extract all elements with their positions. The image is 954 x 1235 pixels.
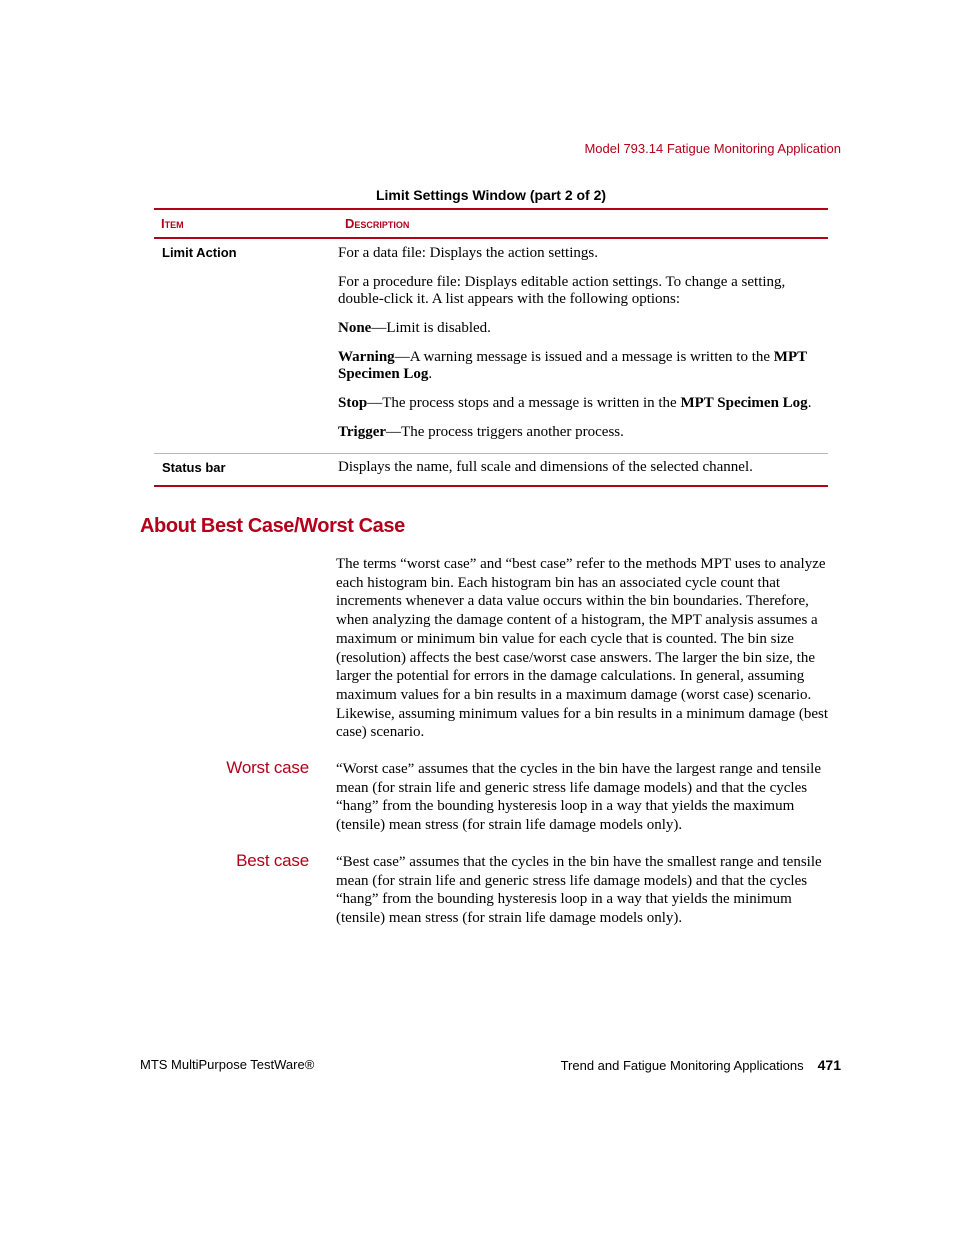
option-warning-text: —A warning message is issued and a message is written to the <box>394 349 774 365</box>
option-trigger-term: Trigger <box>338 424 387 440</box>
column-header-item: Item <box>154 209 338 238</box>
option-stop-term: Stop <box>338 395 368 411</box>
table-header-row <box>154 209 828 238</box>
table-row <box>154 238 828 454</box>
option-trigger <box>338 424 828 441</box>
best-case-paragraph <box>336 853 840 928</box>
item-status-bar: Status bar <box>154 454 338 487</box>
worst-case-heading: Worst case <box>226 758 309 777</box>
option-none <box>338 320 828 337</box>
worst-case-paragraph <box>336 760 840 835</box>
option-stop: Stop—The process stops and a message is written in the MPT Specimen Log. <box>338 395 812 411</box>
option-warning: Warning—A warning message is issued and a message is written to the MPT Specimen Log. <box>338 349 807 382</box>
intro-paragraph <box>336 555 840 742</box>
option-warning-term: Warning <box>338 349 395 365</box>
limit-settings-table <box>154 208 828 487</box>
option-none-text: —Limit is disabled. <box>371 320 491 336</box>
option-stop-log: MPT Specimen Log <box>680 395 808 411</box>
footer-product-name: MTS MultiPurpose TestWare® <box>140 1057 315 1072</box>
table-title: Limit Settings Window (part 2 of 2) <box>375 187 607 203</box>
footer-chapter-title: Trend and Fatigue Monitoring Applications <box>560 1058 804 1073</box>
description-limit-action <box>338 238 828 454</box>
worst-case-text: “Worst case” assumes that the cycles in the bin have the largest range and tensile mean (for strain life and generic stress life damage models) and that the cycles “hang” from the bounding hysteresis loop in a way that yields the maximum (tensile) mean stress (for strain life damage models only). <box>336 761 822 834</box>
table-row <box>154 454 828 487</box>
option-trigger-text: —The process triggers another process. <box>386 424 624 440</box>
option-warning-log: MPT Specimen Log <box>338 349 807 382</box>
footer-chapter <box>561 1057 841 1073</box>
intro-text: The terms “worst case” and “best case” refer to the methods MPT uses to analyze each histogram bin. Each histogram bin has an associated cycle count that increments whenever a data value occurs within the bin boundaries. Therefore, when analyzing the damage content of a histogram, the MPT analysis assumes a maximum or minimum bin value for each cycle that is counted. The bin size (resolution) affects the best case/worst case answers. The larger the bin size, the larger the potential for errors in the damage calculations. In general, assuming maximum values for a bin results in a maximum damage (worst case) scenario. Likewise, assuming minimum values for a bin results in a minimum damage (best case) scenario. <box>336 556 828 741</box>
section-heading: About Best Case/Worst Case <box>140 515 405 537</box>
option-none-term: None <box>338 320 372 336</box>
running-header: Model 793.14 Fatigue Monitoring Application <box>584 141 841 156</box>
item-limit-action: Limit Action <box>162 245 237 260</box>
desc-procedure-file: For a procedure file: Displays editable action settings. To change a setting, double-click it. A list appears with the following options: <box>338 274 786 307</box>
best-case-heading: Best case <box>236 851 309 870</box>
option-stop-text: —The process stops and a message is written in the <box>367 395 681 411</box>
desc-data-file: For a data file: Displays the action settings. <box>338 245 598 261</box>
best-case-text: “Best case” assumes that the cycles in the bin have the smallest range and tensile mean (for strain life and generic stress life damage models) and that the cycles “hang” from the bounding hysteresis loop in a way that yields the minimum (tensile) mean stress (for strain life damage models only). <box>336 854 822 927</box>
description-status-bar: Displays the name, full scale and dimensions of the selected channel. <box>338 454 828 487</box>
page-number: 471 <box>817 1057 841 1073</box>
column-header-description: Description <box>338 209 828 238</box>
